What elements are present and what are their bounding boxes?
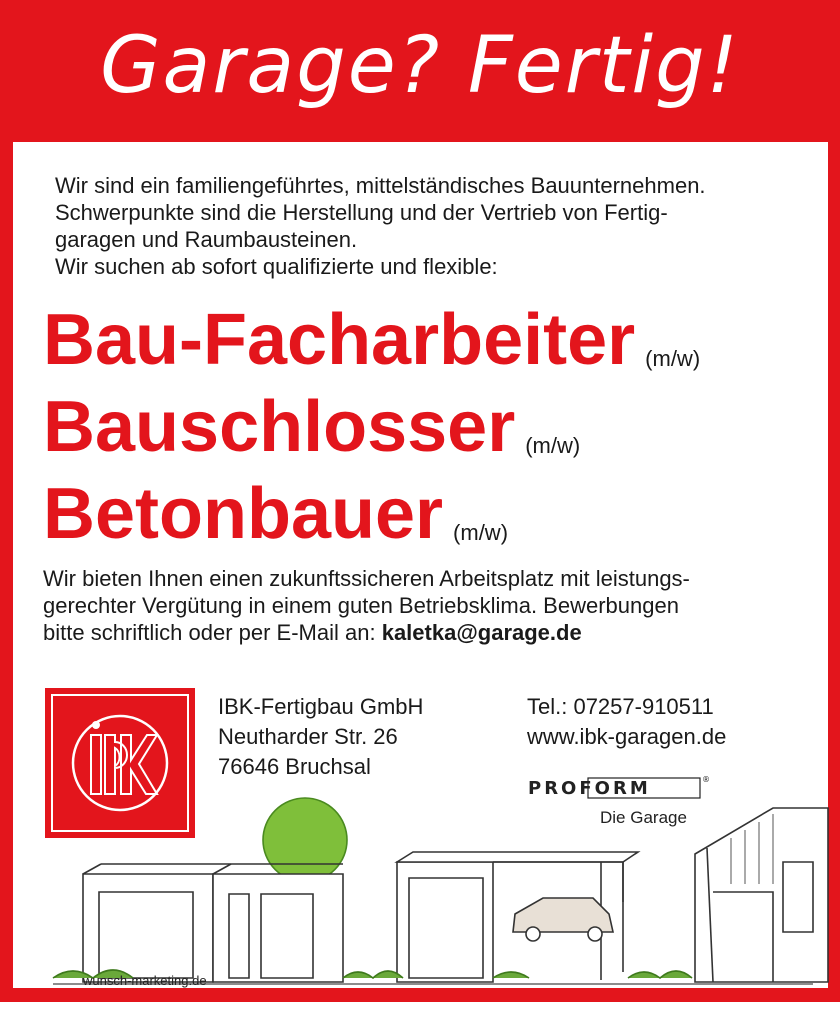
svg-text:PROFORM: PROFORM — [528, 778, 651, 799]
street: Neutharder Str. 26 — [218, 724, 398, 749]
website-link[interactable]: www.ibk-garagen.de — [527, 724, 727, 749]
proform-tagline: Die Garage — [600, 808, 687, 827]
proform-wordmark — [528, 774, 708, 804]
city: 76646 Bruchsal — [218, 754, 371, 779]
offer-text — [43, 565, 813, 646]
job-title-bauschlosser — [43, 387, 580, 486]
offer-line: Wir bieten Ihnen einen zukunftssicheren Arbeitsplatz mit leistungs- — [43, 566, 690, 591]
email-link[interactable]: kaletka@garage.de — [381, 620, 582, 645]
offer-line: gerechter Vergütung in einem guten Betriebsklima. Bewerbungen — [43, 593, 679, 618]
job-title-bau-facharbeiter — [43, 300, 700, 399]
intro-line: Wir sind ein familiengeführtes, mittelständisches Bauunternehmen. — [55, 173, 706, 198]
svg-text:®: ® — [702, 775, 710, 784]
company-address — [218, 692, 423, 782]
offer-line-text: bitte schriftlich oder per E-Mail an: — [43, 620, 382, 645]
contact-info — [527, 692, 726, 752]
headline: Garage? Fertig! — [100, 21, 740, 111]
job-title: Bau-Facharbeiter — [43, 300, 636, 380]
company-name: IBK-Fertigbau GmbH — [218, 694, 424, 719]
gender-suffix: (m/w) — [645, 346, 701, 371]
credit-text: wunsch-marketing.de — [83, 973, 207, 988]
offer-line — [43, 619, 813, 646]
intro-text — [55, 172, 815, 280]
job-title: Betonbauer — [43, 474, 444, 554]
intro-line: Schwerpunkte sind die Herstellung und der Vertrieb von Fertig- — [55, 200, 668, 225]
intro-line: Wir suchen ab sofort qualifizierte und flexible: — [55, 254, 498, 279]
job-title-betonbauer — [43, 474, 508, 573]
gender-suffix: (m/w) — [525, 433, 581, 458]
job-title: Bauschlosser — [43, 387, 516, 467]
garage-illustration — [13, 802, 828, 988]
phone: Tel.: 07257-910511 — [527, 694, 714, 719]
intro-line: garagen und Raumbausteinen. — [55, 227, 358, 252]
gender-suffix: (m/w) — [453, 520, 509, 545]
svg-text:IBK: IBK — [120, 815, 146, 832]
content-panel — [13, 142, 828, 988]
